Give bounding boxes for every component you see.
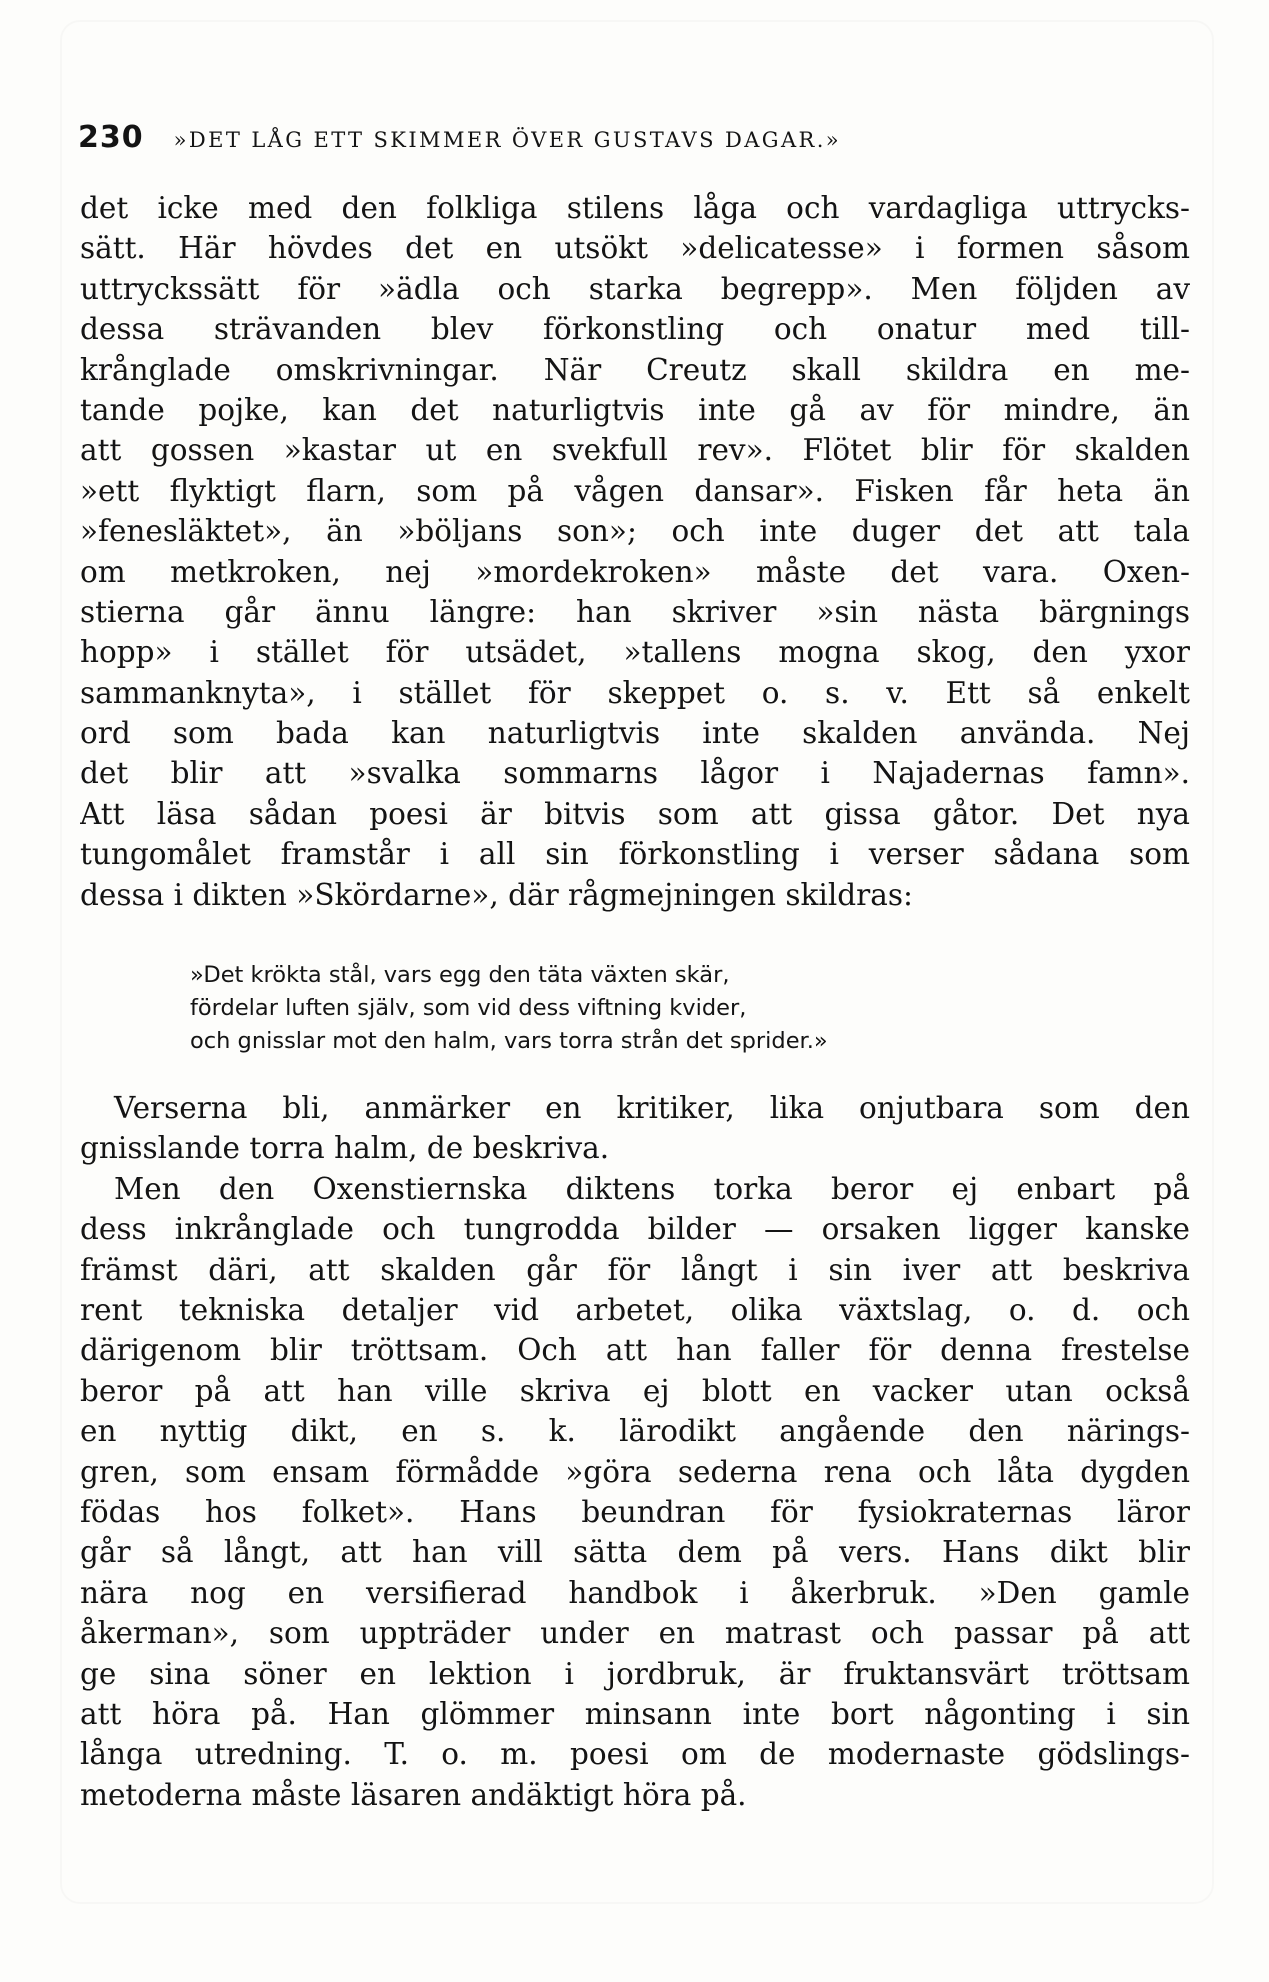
text-line: krånglade omskrivningar. När Creutz skall skildra en me- bbox=[80, 352, 1190, 387]
text-line: åkerman», som uppträder under en matrast och passar på att bbox=[80, 1616, 1190, 1651]
poem-line: fördelar luften själv, som vid dess viftning kvider, bbox=[190, 995, 747, 1022]
paragraph-1 bbox=[80, 188, 1190, 915]
paragraph-3 bbox=[80, 1169, 1190, 1815]
text-line: tungomålet framstår i all sin förkonstling i verser sådana som bbox=[80, 837, 1190, 872]
poem-line: »Det krökta stål, vars egg den täta växten skär, bbox=[190, 962, 730, 989]
text-line: ord som bada kan naturligtvis inte skalden använda. Nej bbox=[80, 716, 1190, 751]
paragraph-2 bbox=[80, 1088, 1190, 1169]
text-line: det blir att »svalka sommarns lågor i Najadernas famn». bbox=[80, 756, 1190, 791]
poem-quote bbox=[190, 959, 1090, 1058]
text-line: dess inkrånglade och tungrodda bilder — orsaken ligger kanske bbox=[80, 1212, 1190, 1247]
text-line: beror på att han ville skriva ej blott en vacker utan också bbox=[80, 1373, 1190, 1408]
poem-line: och gnisslar mot den halm, vars torra strån det sprider.» bbox=[190, 1028, 828, 1055]
text-line: rent tekniska detaljer vid arbetet, olika växtslag, o. d. och bbox=[80, 1292, 1190, 1327]
text-line: Men den Oxenstiernska diktens torka beror ej enbart på bbox=[114, 1171, 1190, 1206]
text-line: därigenom blir tröttsam. Och att han faller för denna frestelse bbox=[80, 1333, 1190, 1368]
text-line: gnisslande torra halm, de beskriva. bbox=[80, 1131, 610, 1166]
text-line: ge sina söner en lektion i jordbruk, är fruktansvärt tröttsam bbox=[80, 1656, 1190, 1691]
text-line: främst däri, att skalden går för långt i sin iver att beskriva bbox=[80, 1252, 1190, 1287]
page-number: 230 bbox=[78, 120, 144, 155]
text-line: går så långt, att han vill sätta dem på vers. Hans dikt blir bbox=[80, 1535, 1190, 1570]
text-line: om metkroken, nej »mordekroken» måste det vara. Oxen- bbox=[80, 554, 1190, 589]
text-line: metoderna måste läsaren andäktigt höra på. bbox=[80, 1777, 747, 1812]
text-line: sammanknyta», i stället för skeppet o. s. v. Ett så enkelt bbox=[80, 675, 1190, 710]
text-line: födas hos folket». Hans beundran för fysiokraternas läror bbox=[80, 1494, 1190, 1529]
text-line: hopp» i stället för utsädet, »tallens mogna skog, den yxor bbox=[80, 635, 1190, 670]
text-line: en nyttig dikt, en s. k. lärodikt angående den närings- bbox=[80, 1414, 1190, 1449]
text-line: Att läsa sådan poesi är bitvis som att gissa gåtor. Det nya bbox=[80, 796, 1190, 831]
text-line: det icke med den folkliga stilens låga och vardagliga uttrycks- bbox=[80, 191, 1190, 225]
text-line: nära nog en versifierad handbok i åkerbruk. »Den gamle bbox=[80, 1575, 1190, 1610]
page-body bbox=[80, 188, 1190, 1815]
page-header bbox=[78, 120, 1188, 160]
text-line: att höra på. Han glömmer minsann inte bort någonting i sin bbox=[80, 1696, 1190, 1731]
text-line: »ett flyktigt flarn, som på vågen dansar». Fisken får heta än bbox=[80, 473, 1190, 508]
text-line: långa utredning. T. o. m. poesi om de modernaste gödslings- bbox=[80, 1737, 1190, 1772]
running-head: »DET LÅG ETT SKIMMER ÖVER GUSTAVS DAGAR.» bbox=[173, 128, 842, 152]
text-line: »fenesläktet», än »böljans son»; och inte duger det att tala bbox=[80, 514, 1190, 549]
text-line: dessa strävanden blev förkonstling och onatur med till- bbox=[80, 312, 1190, 347]
text-line: sätt. Här hövdes det en utsökt »delicatesse» i formen såsom bbox=[80, 231, 1190, 266]
text-line: stierna går ännu längre: han skriver »sin nästa bärgnings bbox=[80, 594, 1190, 629]
text-line: gren, som ensam förmådde »göra sederna rena och låta dygden bbox=[80, 1454, 1190, 1489]
text-line: uttryckssätt för »ädla och starka begrepp». Men följden av bbox=[80, 271, 1190, 306]
text-line: tande pojke, kan det naturligtvis inte gå av för mindre, än bbox=[80, 392, 1190, 427]
text-line: dessa i dikten »Skördarne», där rågmejningen skildras: bbox=[80, 877, 913, 912]
text-line: Verserna bli, anmärker en kritiker, lika onjutbara som den bbox=[114, 1091, 1190, 1126]
text-line: att gossen »kastar ut en svekfull rev». Flötet blir för skalden bbox=[80, 433, 1190, 468]
